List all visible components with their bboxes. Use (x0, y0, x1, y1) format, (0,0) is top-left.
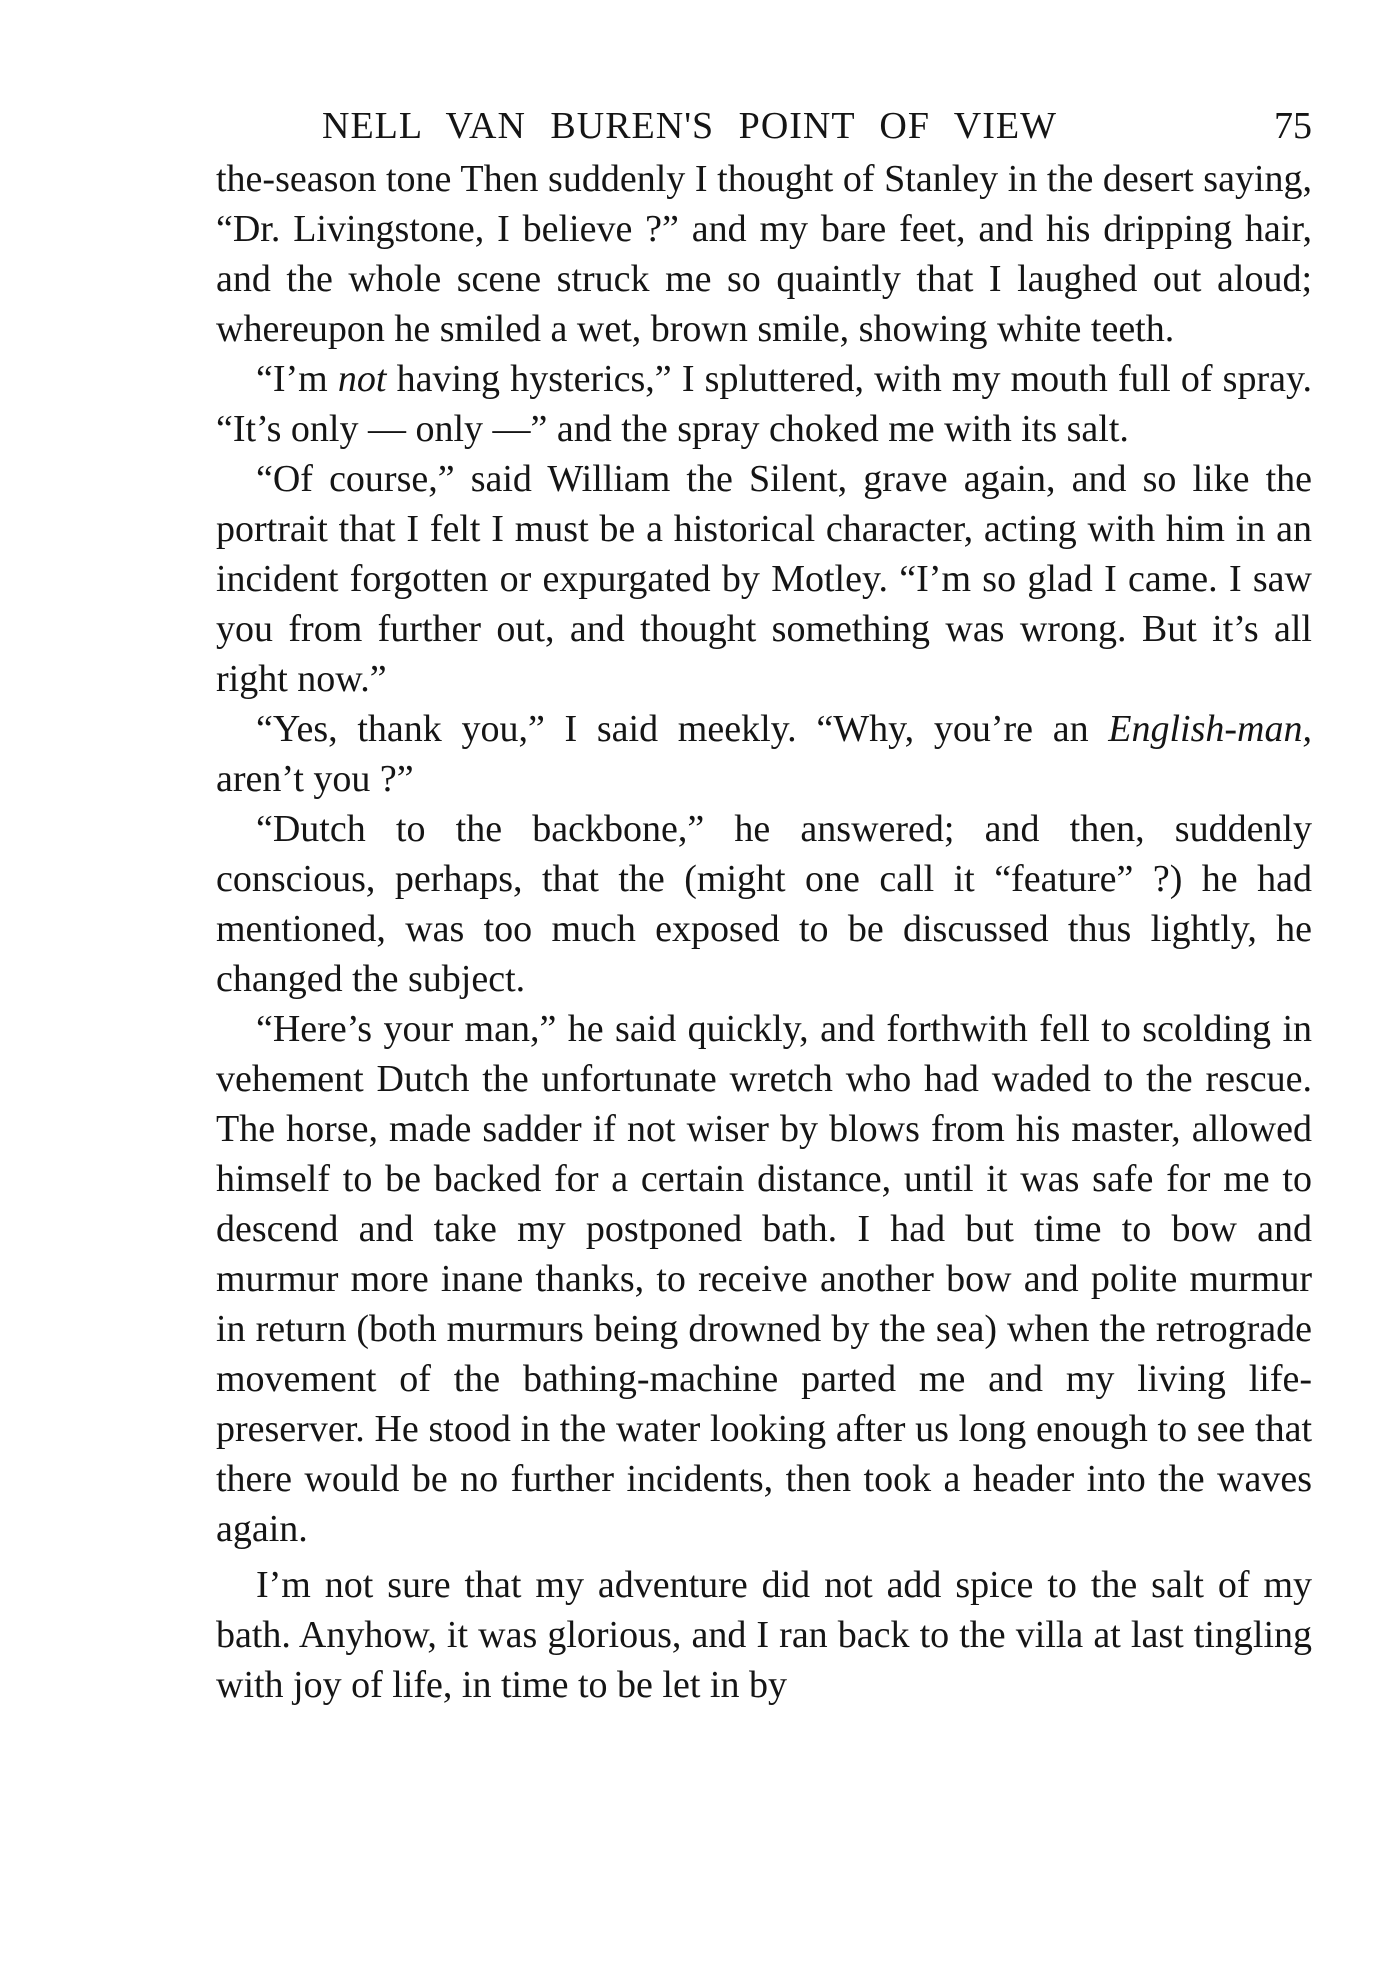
text-segment: “Dutch to the backbone,” he answered; and then, suddenly conscious, perhaps, that the (might one call it “feature” ?) he had mentioned, was too much exposed to be discussed thus lightly, he changed the subject. (216, 808, 1312, 1000)
paragraph (216, 1004, 1312, 1554)
text-segment: “Here’s your man,” he said quickly, and forthwith fell to scolding in vehement Dutch the unfortunate wretch who had waded to the rescue. The horse, made sadder if not wiser by blows from his master, allowed himself to be backed for a certain distance, until it was safe for me to descend and take my postponed bath. I had but time to bow and murmur more inane thanks, to receive another bow and polite murmur in return (both murmurs being drowned by the sea) when the retrograde movement of the bathing-machine parted me and my living life-preserver. He stood in the water looking after us long enough to see that there would be no further incidents, then took a header into the waves again. (216, 1008, 1312, 1550)
book-page (216, 98, 1312, 1710)
text-segment: I’m not sure that my adventure did not add spice to the salt of my bath. Anyhow, it was glorious, and I ran back to the villa at last tingling with joy of life, in time to be let in by (216, 1564, 1312, 1706)
running-title: NELL VAN BUREN'S POINT OF VIEW (322, 105, 1057, 147)
text-segment: “Of course,” said William the Silent, grave again, and so like the portrait that I felt I must be a historical character, acting with him in an incident forgotten or expurgated by Motley. “I’m so glad I came. I saw you from further out, and thought something was wrong. But it’s all right now.” (216, 458, 1312, 700)
text-segment: “I’m (256, 358, 338, 400)
italic-text: not (337, 358, 387, 400)
text-segment: the-season tone Then suddenly I thought of Stanley in the desert saying, “Dr. Livingstone, I believe ?” and my bare feet, and his dripping hair, and the whole scene struck me so quaintly that I laughed out aloud; whereupon he smiled a wet, brown smile, showing white teeth. (216, 158, 1312, 350)
paragraph (216, 454, 1312, 704)
page-number: 75 (1274, 105, 1312, 147)
italic-text: English-man, (1108, 708, 1312, 750)
text-segment: aren’t you ?” (216, 758, 414, 800)
paragraph (216, 1560, 1312, 1710)
paragraph (216, 154, 1312, 354)
paragraph (216, 704, 1312, 804)
paragraph (216, 804, 1312, 1004)
running-head (216, 98, 1312, 154)
body-text (216, 154, 1312, 1710)
paragraph (216, 354, 1312, 454)
text-segment: “Yes, thank you,” I said meekly. “Why, you’re an (256, 708, 1109, 750)
text-segment: having hysterics,” I spluttered, with my mouth full of spray. “It’s only — only —” and the spray choked me with its salt. (216, 358, 1312, 450)
